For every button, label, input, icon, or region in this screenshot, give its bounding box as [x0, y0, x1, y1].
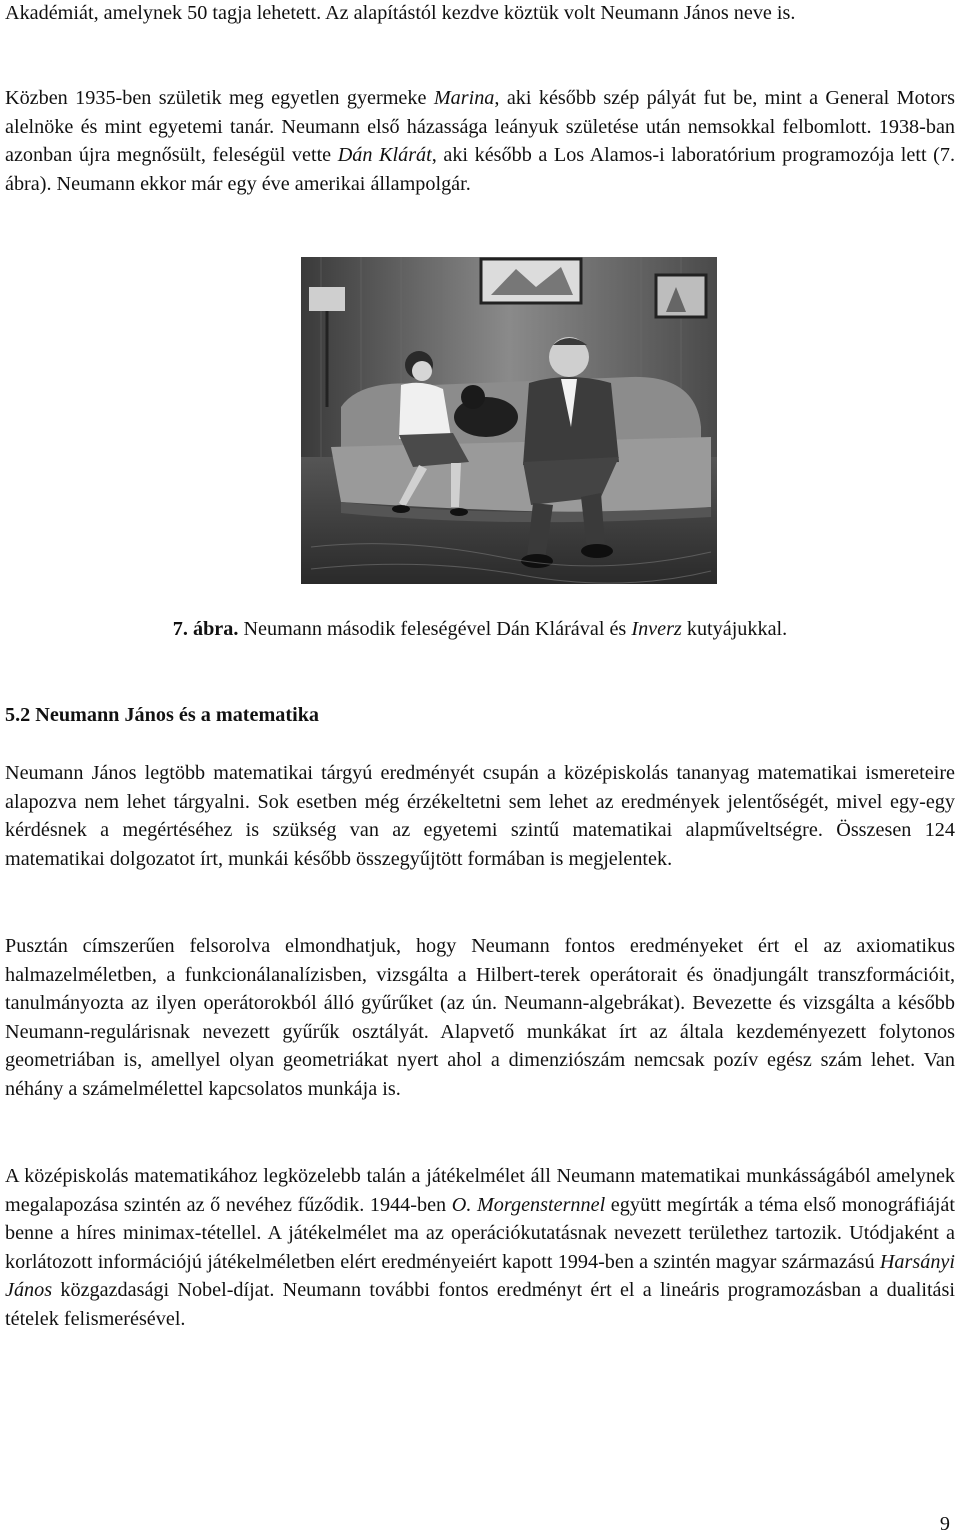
- figure-caption-text: Neumann második feleségével Dán Klárával és: [238, 618, 632, 640]
- photo-figure: [301, 257, 717, 584]
- text-run: Pusztán címszerűen felsorolva elmondhatjuk, hogy Neumann fontos eredményeket ért el az axiomatikus halmazelméletben, a funkcionálanalízisben, vizsgálta a Hilbert-terek operátorait és önadjungált transzformációit, tanulmányozta az ilyen operátorokból álló gyűrűket (az ún. Neumann-algebrákat). Bevezette és vizsgálta a később Neumann-regulárisnak nevezett gyűrűk osztályát. Alapvető munkákat írt az általa kezdeményezett folytonos geometriában is, amellyel olyan geometriákat nyert ahol a dimenziószám nemcsak pozív egész szám lehet. Van néhány a számelmélettel kapcsolatos munkája is.: [5, 935, 955, 1100]
- text-run: Neumann János legtöbb matematikai tárgyú eredményét csupán a középiskolás tananyag matematikai ismereteire alapozva nem lehet tárgyalni. Sok esetben még érzékeltetni sem lehet az eredmények jelentőségét, mivel egy-egy kérdésnek a megértéséhez is szükség van az egyetemi szintű matematikai alapműveltségre. Összesen 124 matematikai dolgozatot írt, munkái később összegyűjtött formában is megjelentek.: [5, 762, 955, 870]
- paragraph-academy: [5, 0, 955, 28]
- paragraph-math-intro: [5, 759, 955, 873]
- figure-caption-label: 7. ábra.: [172, 618, 239, 640]
- figure-caption-dog-name: Inverz: [631, 618, 682, 640]
- text-run: , aki később szép pályát fut be, mint a General Motors alelnöke és mint egyetemi tanár. Neumann első házassága leányuk születése után nemsokkal felbomlott. 1938-ban azonban újra megnősült, feleségül vette: [5, 87, 955, 167]
- text-run: együtt megírták a téma első monográfiáját benne a híres minimax-tétellel. A játékelmélet ma az operációkutatásnak nevezett területhez tartozik. Utódjaként a korlátozott információjú játékelméletben elért eredményeiért kapott 1994-ben a szintén magyar származású: [5, 1193, 955, 1273]
- paragraph-family: [5, 84, 955, 198]
- italic-name: Dán Klárát: [337, 144, 432, 167]
- photo-neumann-klara-dog: [301, 257, 717, 584]
- section-heading: 5.2 Neumann János és a matematika: [5, 704, 320, 726]
- text-run: Akadémiát, amelynek 50 tagja lehetett. Az alapítástól kezdve köztük volt Neumann János neve is.: [5, 2, 796, 24]
- italic-name: Marina: [433, 87, 495, 109]
- text-run: közgazdasági Nobel-díjat. Neumann további fontos eredményt ért el a lineáris programozásban a dualitási tételek felismerésével.: [5, 1279, 955, 1330]
- paragraph-math-results: [5, 932, 955, 1104]
- text-run: A középiskolás matematikához legközelebb talán a játékelmélet áll Neumann matematikai munkásságából amelynek megalapozása szintén az ő nevéhez fűződik. 1944-ben: [5, 1165, 955, 1216]
- text-run: Közben 1935-ben születik meg egyetlen gyermeke: [5, 87, 434, 109]
- page-number: 9: [939, 1513, 950, 1535]
- figure-caption: [5, 615, 955, 643]
- paragraph-game-theory: [5, 1162, 955, 1334]
- text-run: , aki később a Los Alamos-i laboratórium programozója lett (7. ábra). Neumann ekkor már egy éve amerikai állampolgár.: [5, 144, 955, 195]
- figure-caption-text-end: kutyájukkal.: [681, 618, 788, 640]
- italic-name: Harsányi János: [5, 1250, 955, 1302]
- italic-name: O. Morgensternnel: [451, 1193, 606, 1216]
